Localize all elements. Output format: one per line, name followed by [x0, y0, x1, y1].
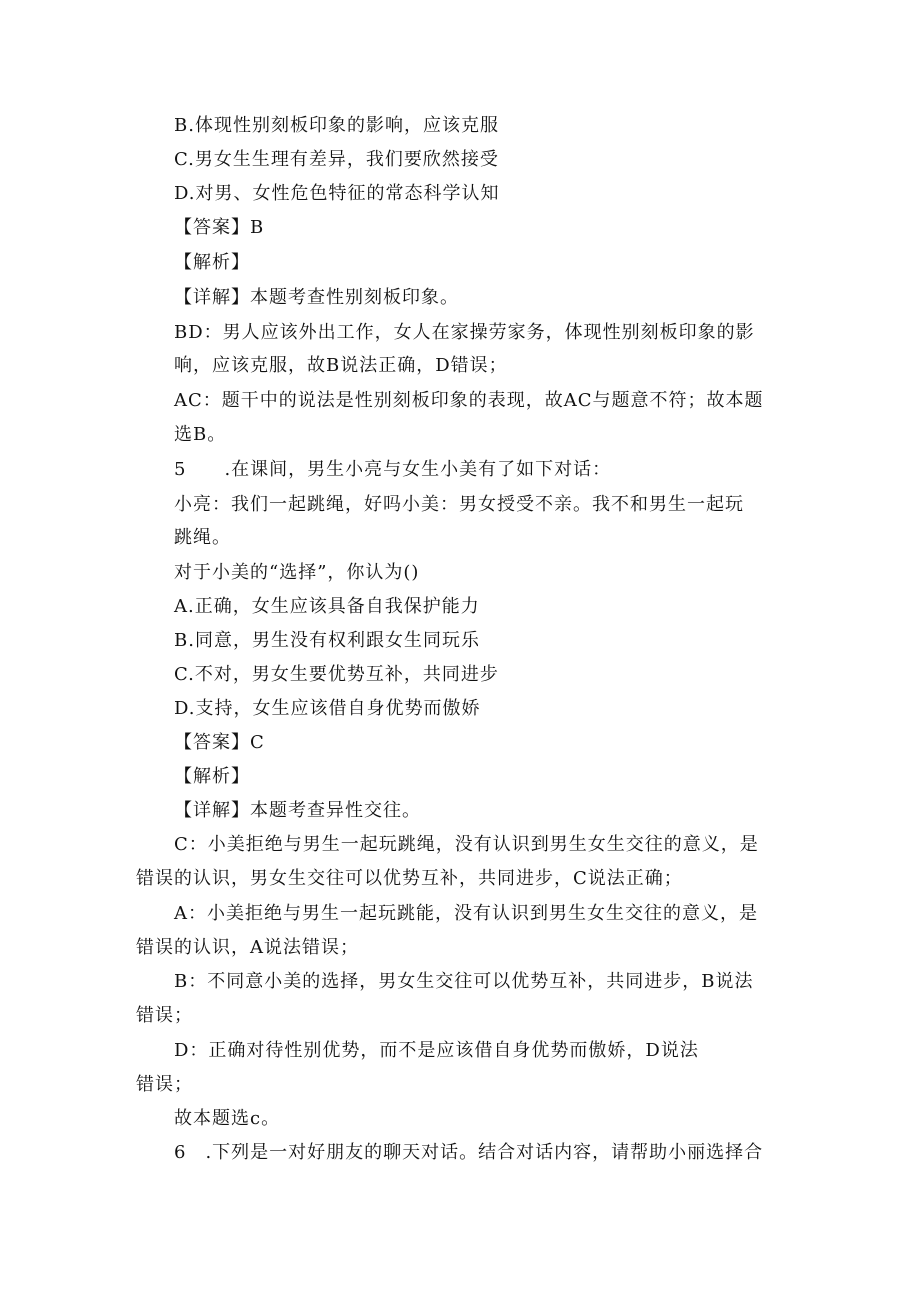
explanation-line: 错误；: [136, 1074, 193, 1095]
explanation-line: D：正确对待性别优势，而不是应该借自身优势而傲娇，D说法: [174, 1040, 699, 1061]
option-c-q4: C.男女生生理有差异，我们要欣然接受: [174, 149, 499, 170]
question-6-stem: 6 .下列是一对好朋友的聊天对话。结合对话内容，请帮助小丽选择合: [174, 1142, 764, 1163]
explanation-line: 响，应该克服，故B说法正确，D错误；: [174, 355, 508, 376]
conclusion-q5: 故本题选c。: [174, 1108, 281, 1129]
explanation-line: B：不同意小美的选择，男女生交往可以优势互补，共同进步，B说法: [174, 971, 754, 992]
explanation-line: 选B。: [174, 424, 227, 445]
question-5-dialogue: 跳绳。: [174, 527, 231, 548]
option-c-q5: C.不对，男女生要优势互补，共同进步: [174, 664, 499, 685]
explanation-line: A：小美拒绝与男生一起玩跳能，没有认识到男生女生交往的意义，是: [174, 903, 758, 924]
option-d-q4: D.对男、女性危色特征的常态科学认知: [174, 183, 500, 204]
explanation-line: BD：男人应该外出工作，女人在家操劳家务，体现性别刻板印象的影: [174, 322, 755, 343]
explanation-line: 错误的认识，A说法错误；: [136, 937, 359, 958]
answer-q4: 【答案】B: [174, 217, 265, 238]
detail-q4: 【详解】本题考查性别刻板印象。: [174, 287, 459, 308]
explanation-line: C：小美拒绝与男生一起玩跳绳，没有认识到男生女生交往的意义，是: [174, 834, 759, 855]
option-a-q5: A.正确，女生应该具备自我保护能力: [174, 596, 480, 617]
answer-q5: 【答案】C: [174, 732, 265, 753]
analysis-label-q5: 【解析】: [174, 766, 250, 787]
question-5-prompt: 对于小美的“选择”，你认为(): [174, 562, 420, 583]
question-5-dialogue: 小亮：我们一起跳绳，好吗小美：男女授受不亲。我不和男生一起玩: [174, 494, 744, 515]
option-d-q5: D.支持，女生应该借自身优势而傲娇: [174, 698, 481, 719]
option-b-q4: B.体现性别刻板印象的影响，应该克服: [174, 115, 499, 136]
explanation-line: 错误的认识，男女生交往可以优势互补，共同进步，C说法正确；: [136, 868, 683, 889]
explanation-line: AC：题干中的说法是性别刻板印象的表现，故AC与题意不符；故本题: [174, 390, 764, 411]
explanation-line: 错误；: [136, 1005, 193, 1026]
detail-q5: 【详解】本题考查异性交往。: [174, 800, 421, 821]
question-5-stem: 5 .在课间，男生小亮与女生小美有了如下对话：: [174, 459, 612, 480]
option-b-q5: B.同意，男生没有权利跟女生同玩乐: [174, 630, 480, 651]
analysis-label-q4: 【解析】: [174, 252, 250, 273]
